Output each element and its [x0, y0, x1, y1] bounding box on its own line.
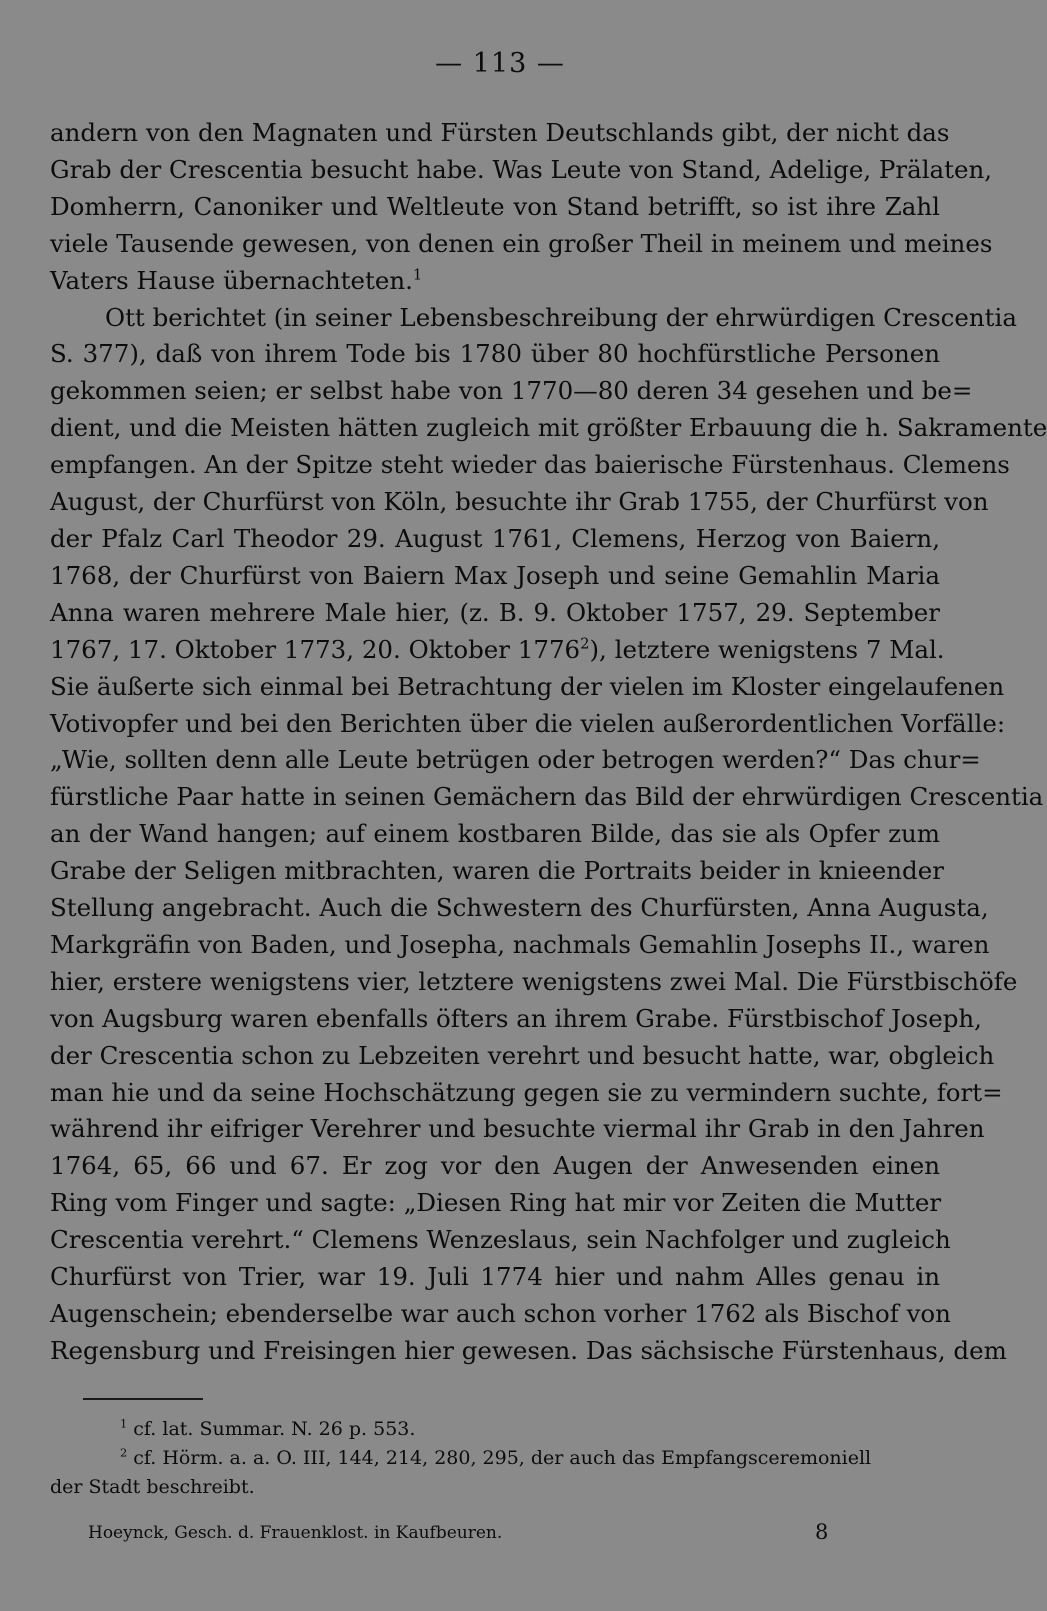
- text-line: gekommen seien; er selbst habe von 1770—80 deren 34 gesehen und be=: [50, 376, 973, 406]
- text-line: von Augsburg waren ebenfalls öfters an ihrem Grabe. Fürstbischof Joseph,: [50, 1003, 982, 1033]
- text-line: während ihr eifriger Verehrer und besuchte viermal ihr Grab in den Jahren: [50, 1114, 985, 1144]
- footnote-mark: 1: [120, 1416, 128, 1431]
- text-line: Augenschein; ebenderselbe war auch schon vorher 1762 als Bischof von: [50, 1299, 951, 1328]
- footnote-1: [50, 1415, 940, 1444]
- text-line: „Wie, sollten denn alle Leute betrügen oder betrogen werden?“ Das chur=: [50, 745, 981, 775]
- text-line-content: Vaters Hause übernachteten.: [50, 265, 413, 295]
- text-line: empfangen. An der Spitze steht wieder das baierische Fürstenhaus. Clemens: [50, 450, 1010, 480]
- body-text: [50, 115, 1047, 1370]
- footnote-text: cf. Hörm. a. a. O. III, 144, 214, 280, 295, der auch das Empfangsceremoniell: [127, 1447, 872, 1469]
- text-line-part: 1767, 17. Oktober 1773, 20. Oktober 1776: [50, 634, 581, 664]
- footnotes: [50, 1415, 940, 1502]
- text-line: Churfürst von Trier, war 19. Juli 1774 hier und nahm Alles genau in: [50, 1262, 940, 1292]
- footnote-reference: 2: [580, 635, 590, 653]
- text-line: S. 377), daß von ihrem Tode bis 1780 über 80 hochfürstliche Personen: [50, 339, 940, 369]
- page-number: — 113 —: [435, 48, 565, 79]
- text-line: Ott berichtet (in seiner Lebensbeschreibung der ehrwürdigen Crescentia: [105, 302, 1017, 332]
- text-line: dient, und die Meisten hätten zugleich mit größter Erbauung die h. Sakramente: [50, 413, 1047, 443]
- text-line: August, der Churfürst von Köln, besuchte ihr Grab 1755, der Churfürst von: [50, 487, 989, 517]
- text-line: Regensburg und Freisingen hier gewesen. Das sächsische Fürstenhaus, dem: [50, 1335, 1007, 1365]
- footnote-2-continuation: der Stadt beschreibt.: [50, 1476, 255, 1498]
- text-line: 1764, 65, 66 und 67. Er zog vor den Augen der Anwesenden einen: [50, 1151, 940, 1181]
- text-line: [50, 263, 940, 300]
- text-line: 1768, der Churfürst von Baiern Max Joseph und seine Gemahlin Maria: [50, 560, 940, 590]
- text-line: Grabe der Seligen mitbrachten, waren die Portraits beider in knieender: [50, 856, 944, 886]
- text-line: der Crescentia schon zu Lebzeiten verehrt und besucht hatte, war, obgleich: [50, 1040, 995, 1070]
- text-line: Markgräfin von Baden, und Josepha, nachmals Gemahlin Josephs II., waren: [50, 929, 990, 959]
- text-line: Ring vom Finger und sagte: „Diesen Ring hat mir vor Zeiten die Mutter: [50, 1188, 942, 1218]
- footnote-text: cf. lat. Summar. N. 26 p. 553.: [127, 1418, 416, 1440]
- text-line: hier, erstere wenigstens vier, letztere wenigstens zwei Mal. Die Fürstbischöfe: [50, 966, 1018, 996]
- text-line: Grab der Crescentia besucht habe. Was Leute von Stand, Adelige, Prälaten,: [50, 154, 993, 184]
- text-line: Votivopfer und bei den Berichten über die vielen außerordentlichen Vorfälle:: [50, 708, 1006, 738]
- sheet-number: 8: [815, 1520, 829, 1544]
- footnote-divider: [83, 1398, 203, 1400]
- text-line: fürstliche Paar hatte in seinen Gemächern das Bild der ehrwürdigen Crescentia: [50, 782, 1044, 812]
- text-line-part: ), letztere wenigstens 7 Mal.: [589, 634, 945, 664]
- text-line: an der Wand hangen; auf einem kostbaren Bilde, das sie als Opfer zum: [50, 819, 940, 849]
- text-line: man hie und da seine Hochschätzung gegen sie zu vermindern suchte, fort=: [50, 1077, 1003, 1107]
- text-line: Anna waren mehrere Male hier, (z. B. 9. Oktober 1757, 29. September: [50, 597, 940, 627]
- text-line: Sie äußerte sich einmal bei Betrachtung der vielen im Kloster eingelaufenen: [50, 671, 1005, 701]
- text-line: Stellung angebracht. Auch die Schwestern des Churfürsten, Anna Augusta,: [50, 893, 989, 923]
- text-line: andern von den Magnaten und Fürsten Deutschlands gibt, der nicht das: [50, 118, 950, 147]
- text-line: [50, 632, 945, 669]
- text-line: viele Tausende gewesen, von denen ein großer Theil in meinem und meines: [50, 228, 993, 258]
- text-line: der Pfalz Carl Theodor 29. August 1761, Clemens, Herzog von Baiern,: [50, 523, 940, 553]
- text-line: Domherrn, Canoniker und Weltleute von Stand betrifft, so ist ihre Zahl: [50, 191, 940, 221]
- footnote-2: [50, 1444, 940, 1473]
- footnote-mark: 2: [120, 1445, 128, 1460]
- footnote-reference: 1: [412, 266, 423, 284]
- printer-signature: Hoeynck, Gesch. d. Frauenklost. in Kaufbeuren.: [88, 1523, 503, 1543]
- text-line: Crescentia verehrt.“ Clemens Wenzeslaus, sein Nachfolger und zugleich: [50, 1225, 951, 1255]
